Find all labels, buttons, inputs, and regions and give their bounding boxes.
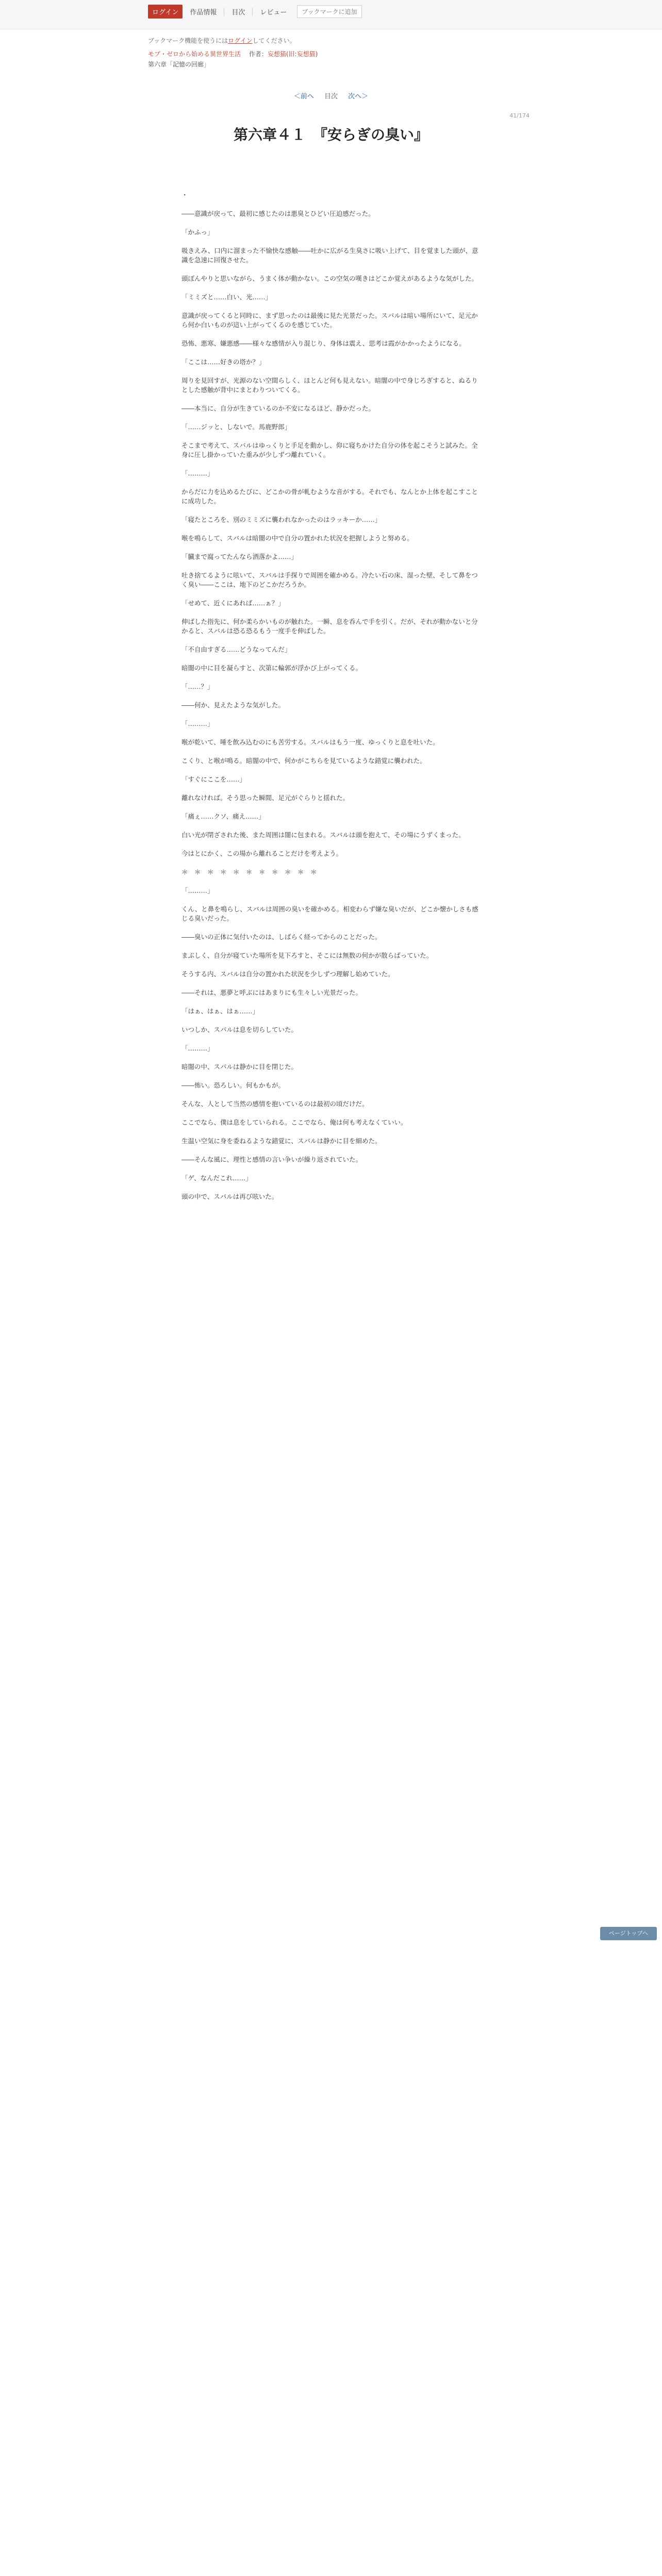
body-paragraph: こくり、と喉が鳴る。暗闇の中で、何かがこちらを見ているような錯覚に襲われた。 — [181, 757, 426, 765]
login-button[interactable]: ログイン — [148, 5, 183, 19]
body-paragraph: ――怖い。恐ろしい。何もかもが。 — [181, 1081, 285, 1089]
top-nav-bar — [0, 0, 662, 29]
body-paragraph: ――そんな風に、理性と感情の言い争いが繰り返されていた。 — [181, 1156, 362, 1163]
author-link[interactable]: 妄想猫(旧:妄想猫) — [267, 50, 318, 58]
body-paragraph: まぶしく、自分が寝ていた場所を見下ろすと、そこには無数の何かが散らばっていた。 — [181, 952, 433, 959]
body-paragraph: いつしか、スバルは息を切らしていた。 — [181, 1026, 298, 1033]
index-link[interactable]: 目次 — [231, 9, 245, 16]
body-paragraph: 「………」 — [181, 887, 214, 894]
review-link[interactable]: レビュー — [260, 9, 287, 16]
body-paragraph: 暗闇の中に目を凝らすと、次第に輪郭が浮かび上がってくる。 — [181, 664, 362, 672]
body-paragraph: 伸ばした指先に、何か柔らかいものが触れた。一瞬、息を呑んで手を引く。だが、それが動かないと分かると、スバルは恐る恐るもう一度手を伸ばした。 — [181, 618, 478, 635]
page-count: 41/174 — [509, 112, 529, 119]
body-paragraph: 「ここは……好きの塔か？」 — [181, 358, 266, 366]
body-paragraph: 恐怖、悪寒、嫌悪感――様々な感情が入り混じり、身体は震え、思考は霞がかかったようになる。 — [181, 340, 466, 347]
chapter-pager — [0, 91, 662, 100]
body-paragraph: 「………」 — [181, 720, 214, 727]
body-paragraph: 今はとにかく、この場から離れることだけを考えよう。 — [181, 850, 343, 857]
body-paragraph: 「はぁ、はぁ、はぁ……」 — [181, 1007, 259, 1015]
works-link[interactable]: 作品情報 — [190, 9, 217, 16]
body-paragraph: 「ゲ、なんだこれ……」 — [181, 1174, 252, 1182]
body-paragraph: 吸きえみ、口内に溜まった不愉快な感触――吐かに広がる生臭さに吸い上げて、目を覚ました頭が、意識を急速に回復させた。 — [181, 247, 478, 264]
prev-link[interactable]: ＜前へ — [293, 93, 314, 100]
body-paragraph: 周りを見回すが、光源のない空間らしく、ほとんど何も見えない。暗闇の中で身じろぎすると、ぬるりとした感触が背中にまとわりついてくる。 — [181, 377, 478, 394]
body-paragraph: 「………」 — [181, 1044, 214, 1052]
body-paragraph: 生温い空気に身を委ねるような錯覚に、スバルは静かに目を細めた。 — [181, 1137, 382, 1145]
chapter-name: 第六章「記憶の回廊」 — [148, 61, 210, 68]
author-label: 作者： — [249, 50, 268, 58]
body-paragraph: 吐き捨てるように呟いて、スバルは手探りで周囲を確かめる。冷たい石の床、湿った壁、そして鼻をつく臭い――ここは、地下のどこかだろうか。 — [181, 571, 478, 588]
body-paragraph: 「せめて、近くにあれば……ぁ？」 — [181, 599, 285, 607]
body-paragraph: 白い光が閉ざされた後、また周囲は闇に包まれる。スバルは頭を抱えて、その場にうずくまった。 — [181, 831, 465, 839]
body-paragraph: からだに力を込めるたびに、どこかの骨が軋むような音がする。それでも、なんとか上体を起こすことに成功した。 — [181, 488, 478, 505]
bookmark-button[interactable]: ブックマークに追加 — [297, 5, 361, 18]
body-paragraph: ――本当に、自分が生きているのか不安になるほど、静かだった。 — [181, 404, 375, 412]
login-notice — [148, 36, 296, 45]
body-paragraph: ――それは、悪夢と呼ぶにはあまりにも生々しい光景だった。 — [181, 989, 362, 996]
index-link-pager[interactable]: 目次 — [324, 93, 338, 100]
body-paragraph: 「……ジッと、しないで。馬鹿野郎」 — [181, 423, 291, 431]
body-paragraph: 「すぐにここを……」 — [181, 775, 246, 783]
body-paragraph: 「………」 — [181, 469, 214, 477]
body-paragraph: 意識が戻ってくると同時に、まず思ったのは最後に見た光景だった。スバルは暗い場所にいて、足元から何か白いものが這い上がってくるのを感じていた。 — [181, 312, 478, 329]
body-paragraph: 離れなければ。そう思った瞬間、足元がぐらりと揺れた。 — [181, 794, 350, 802]
chapter-title: 第六章４１ 『安らぎの臭い』 — [233, 126, 428, 143]
body-paragraph: 「寝たところを、別のミミズに襲われなかったのはラッキーか……」 — [181, 516, 382, 523]
body-paragraph: ここでなら、僕は息をしていられる。ここでなら、俺は何も考えなくていい。 — [181, 1118, 407, 1126]
body-paragraph: 「不自由すぎる……どうなってんだ」 — [181, 646, 291, 653]
body-paragraph: そうする内、スバルは自分の置かれた状況を少しずつ理解し始めていた。 — [181, 970, 394, 978]
body-paragraph: ――意識が戻って、最初に感じたのは悪臭とひどい圧迫感だった。 — [181, 210, 375, 217]
page-top-button[interactable]: ページトップへ — [600, 1927, 657, 1940]
notice-text-post: してください。 — [252, 37, 296, 44]
body-paragraph: 喉を鳴らして、スバルは暗闇の中で自分の置かれた状況を把握しようと努める。 — [181, 534, 413, 542]
notice-text-pre: ブックマーク機能を使うには — [148, 37, 228, 44]
body-paragraph: 頭の中で、スバルは再び呟いた。 — [181, 1193, 278, 1200]
body-paragraph: 「痛ぇ……クソ、痛え……」 — [181, 812, 265, 820]
body-paragraph: ・ — [181, 191, 188, 199]
body-paragraph: そこまで考えて、スバルはゆっくりと手足を動かし、仰に寝ちかけた自分の体を起こそうと試みた。全身に圧し掛かっていた重みが少しずつ離れていく。 — [181, 442, 478, 459]
series-info — [148, 49, 318, 58]
body-paragraph: そんな、人として当然の感情を抱いているのは最初の頃だけだ。 — [181, 1100, 369, 1108]
body-paragraph: 暗闇の中、スバルは静かに目を閉じた。 — [181, 1063, 298, 1071]
body-paragraph: 「……？」 — [181, 683, 214, 690]
body-paragraph: 頭ぼんやりと思いながら、うまく体が動かない。この空気の嘆きはどこか覚えがあるような気がした。 — [181, 275, 478, 282]
series-title-link[interactable]: モブ・ゼロから始める異世界生活 — [148, 50, 241, 58]
body-paragraph: ――臭いの正体に気付いたのは、しばらく経ってからのことだった。 — [181, 933, 382, 941]
body-paragraph: ――何か、見えたような気がした。 — [181, 701, 285, 709]
novel-body — [181, 191, 481, 1211]
nav-divider — [252, 8, 253, 16]
body-paragraph: くん、と鼻を鳴らし、スバルは周囲の臭いを確かめる。相変わらず嫌な臭いだが、どこか懐かしさも感じる臭いだった。 — [181, 905, 478, 922]
nav-menu — [148, 5, 362, 19]
body-paragraph: ＊ ＊ ＊ ＊ ＊ ＊ ＊ ＊ ＊ ＊ ＊ — [181, 868, 317, 876]
body-paragraph: 喉が乾いて、唾を飲み込むのにも苦労する。スバルはもう一度、ゆっくりと息を吐いた。 — [181, 738, 439, 746]
body-paragraph: 「臓まで腐ってたんなら洒落かよ……」 — [181, 553, 298, 561]
body-paragraph: 「かふっ」 — [181, 228, 214, 236]
next-link[interactable]: 次へ＞ — [348, 93, 369, 100]
notice-login-link[interactable]: ログイン — [228, 37, 253, 44]
body-paragraph: 「ミミズと……白い、光……」 — [181, 293, 272, 301]
